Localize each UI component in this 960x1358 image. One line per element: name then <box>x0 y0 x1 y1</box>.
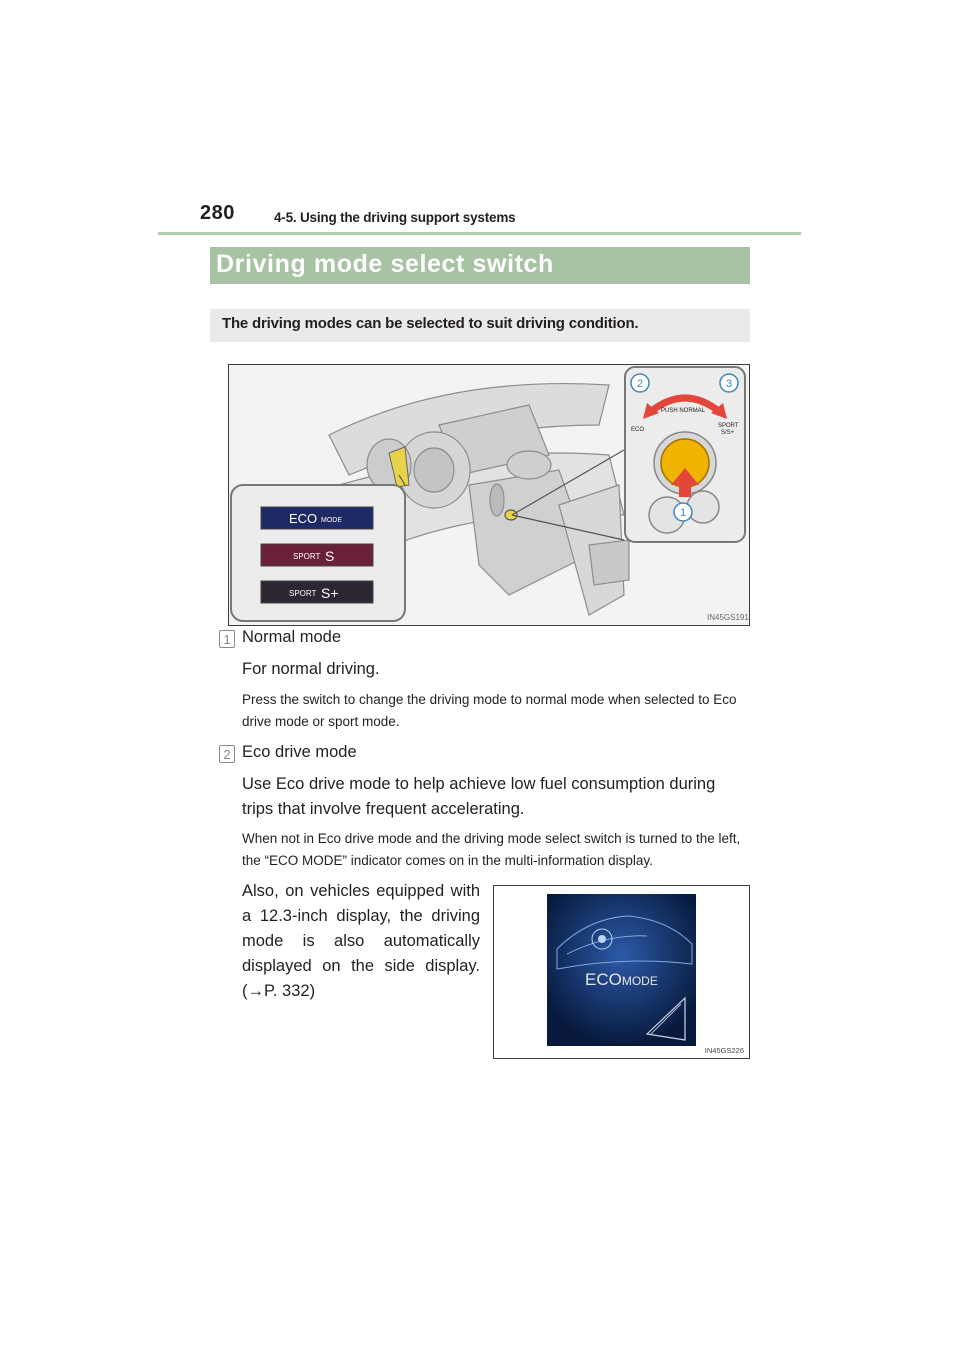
eco-label: ECO <box>631 427 645 433</box>
callout-1 <box>674 503 692 521</box>
indicator-sport-s-plus <box>261 581 373 603</box>
svg-text:S+: S+ <box>321 585 339 601</box>
header-rule <box>158 232 801 235</box>
svg-text:SPORT: SPORT <box>289 589 317 598</box>
item-body-normal-mode: For normal driving. <box>242 660 380 678</box>
page-title: Driving mode select switch <box>216 250 554 278</box>
item-note-eco-drive-mode: When not in Eco drive mode and the driving mode select switch is turned to the left, the “ECO MODE” indicator comes on in the multi-information display. <box>242 831 741 868</box>
photo-code: IN45GS226 <box>704 1046 744 1055</box>
title-band <box>210 247 750 284</box>
page-number: 280 <box>200 202 235 224</box>
svg-text:S: S <box>325 548 335 564</box>
side-display-screen <box>547 894 696 1046</box>
callout-2 <box>631 374 649 392</box>
svg-text:1: 1 <box>679 507 687 519</box>
intro-band <box>210 309 750 342</box>
item-title-eco-drive-mode: Eco drive mode <box>242 743 357 761</box>
eco-mode-screen-label: ECOMODE <box>585 970 658 989</box>
svg-text:SPORT: SPORT <box>293 552 321 561</box>
svg-text:MODE: MODE <box>321 517 342 524</box>
svg-text:2: 2 <box>636 378 644 390</box>
indicator-eco-mode <box>261 507 373 529</box>
item-title-normal-mode: Normal mode <box>242 628 342 646</box>
item-number-badge: 2 <box>219 745 235 763</box>
section-title: 4-5. Using the driving support systems <box>274 210 516 225</box>
side-display-photo <box>493 885 750 1059</box>
side-display-text: Also, on vehicles equipped with a 12.3-inch display, the driving mode is also automatically displayed on the side display. (→P. 332) <box>242 882 480 1000</box>
illustration-code: IN45GS191 <box>707 613 749 622</box>
cockpit-illustration <box>228 364 750 626</box>
item-number-badge: 1 <box>219 630 235 648</box>
push-normal-label: PUSH NORMAL <box>661 408 706 414</box>
item-body-eco-drive-mode: Use Eco drive mode to help achieve low fuel consumption during trips that involve frequent accelerating. <box>242 775 716 818</box>
callout-3 <box>720 374 738 392</box>
indicator-sport-s <box>261 544 373 566</box>
sport-label: SPORT <box>718 423 739 429</box>
cockpit-drawing <box>229 365 749 625</box>
sport-sub-label: S/S+ <box>721 430 735 436</box>
svg-text:3: 3 <box>725 378 733 390</box>
item-note-normal-mode: Press the switch to change the driving mode to normal mode when selected to Eco drive mode or sport mode. <box>242 692 737 729</box>
svg-text:ECO: ECO <box>289 511 318 526</box>
intro-text: The driving modes can be selected to suit driving condition. <box>222 315 639 332</box>
